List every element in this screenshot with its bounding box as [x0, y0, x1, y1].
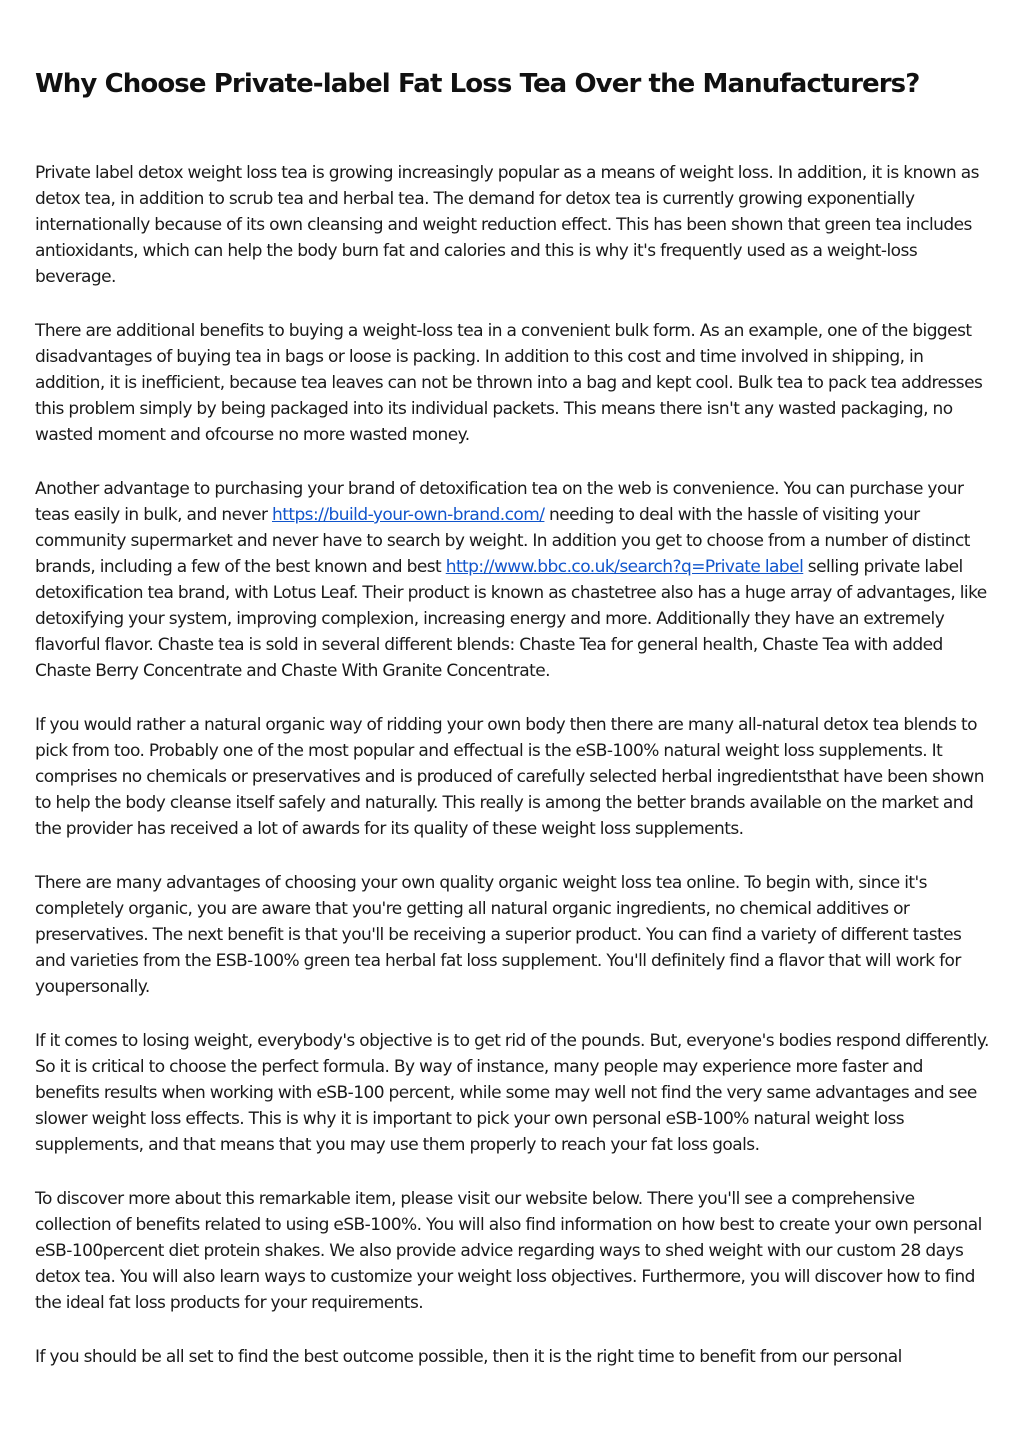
- paragraph-1: Private label detox weight loss tea is growing increasingly popular as a means of weight loss. In addition, it is known as detox tea, in addition to scrub tea and herbal tea. The demand for detox tea is currently growing exponentially internationally because of its own cleansing and weight reduction effect. This has been shown that green tea includes antioxidants, which can help the body burn fat and calories and this is why it's frequently used as a weight-loss beverage.: [35, 163, 979, 287]
- paragraph-7: To discover more about this remarkable item, please visit our website below. There you'll see a comprehensive collection of benefits related to using eSB-100%. You will also find information on how best to create your own personal eSB-100percent diet protein shakes. We also provide advice regarding ways to shed weight with our custom 28 days detox tea. You will also learn ways to customize your weight loss objectives. Furthermore, you will discover how to find the ideal fat loss products for your requirements.: [35, 1189, 982, 1313]
- paragraph-6: If it comes to losing weight, everybody's objective is to get rid of the pounds. But, everyone's bodies respond differently. So it is critical to choose the perfect formula. By way of instance, many people may experience more faster and benefits results when working with eSB-100 percent, while some may well not find the very same advantages and see slower weight loss effects. This is why it is important to pick your own personal eSB-100% natural weight loss supplements, and that means that you may use them properly to reach your fat loss goals.: [35, 1031, 989, 1155]
- paragraph-5: There are many advantages of choosing your own quality organic weight loss tea online. To begin with, since it's completely organic, you are aware that you're getting all natural organic ingredients, no chemical additives or preservatives. The next benefit is that you'll be receiving a superior product. You can find a variety of different tastes and varieties from the ESB-100% green tea herbal fat loss supplement. You'll definitely find a flavor that will work for youpersonally.: [35, 873, 962, 997]
- paragraph-3: [35, 476, 990, 684]
- paragraph-3-text-c: selling private label detoxification tea brand, with Lotus Leaf. Their product is known as chastetree also has a huge array of advantages, like detoxifying your system, improving complexion, increasing energy and more. Additionally they have an extremely flavorful flavor. Chaste tea is sold in several different blends: Chaste Tea for general health, Chaste Tea with added Chaste Berry Concentrate and Chaste With Granite Concentrate.: [35, 557, 987, 681]
- bbc-search-link[interactable]: http://www.bbc.co.uk/search?q=Private label: [445, 557, 804, 577]
- article-body: [35, 160, 990, 1398]
- paragraph-4: If you would rather a natural organic way of ridding your own body then there are many all-natural detox tea blends to pick from too. Probably one of the most popular and effectual is the eSB-100% natural weight loss supplements. It comprises no chemicals or preservatives and is produced of carefully selected herbal ingredientsthat have been shown to help the body cleanse itself safely and naturally. This really is among the better brands available on the market and the provider has received a lot of awards for its quality of these weight loss supplements.: [35, 715, 984, 839]
- paragraph-3-text-b: needing to deal with the hassle of visiting your community supermarket and never have to search by weight. In addition you get to choose from a number of distinct brands, including a few of the best known and best: [35, 505, 970, 577]
- paragraph-8: If you should be all set to find the best outcome possible, then it is the right time to benefit from our personal: [35, 1347, 902, 1367]
- paragraph-2: There are additional benefits to buying a weight-loss tea in a convenient bulk form. As an example, one of the biggest disadvantages of buying tea in bags or loose is packing. In addition to this cost and time involved in shipping, in addition, it is inefficient, because tea leaves can not be thrown into a bag and kept cool. Bulk tea to pack tea addresses this problem simply by being packaged into its individual packets. This means there isn't any wasted packaging, no wasted moment and ofcourse no more wasted money.: [35, 321, 983, 445]
- build-your-own-brand-link[interactable]: https://build-your-own-brand.com/: [271, 505, 545, 525]
- paragraph-3-text-a: Another advantage to purchasing your brand of detoxification tea on the web is convenience. You can purchase your teas easily in bulk, and never: [35, 479, 964, 525]
- article-title: Why Choose Private-label Fat Loss Tea Over the Manufacturers?: [35, 69, 920, 99]
